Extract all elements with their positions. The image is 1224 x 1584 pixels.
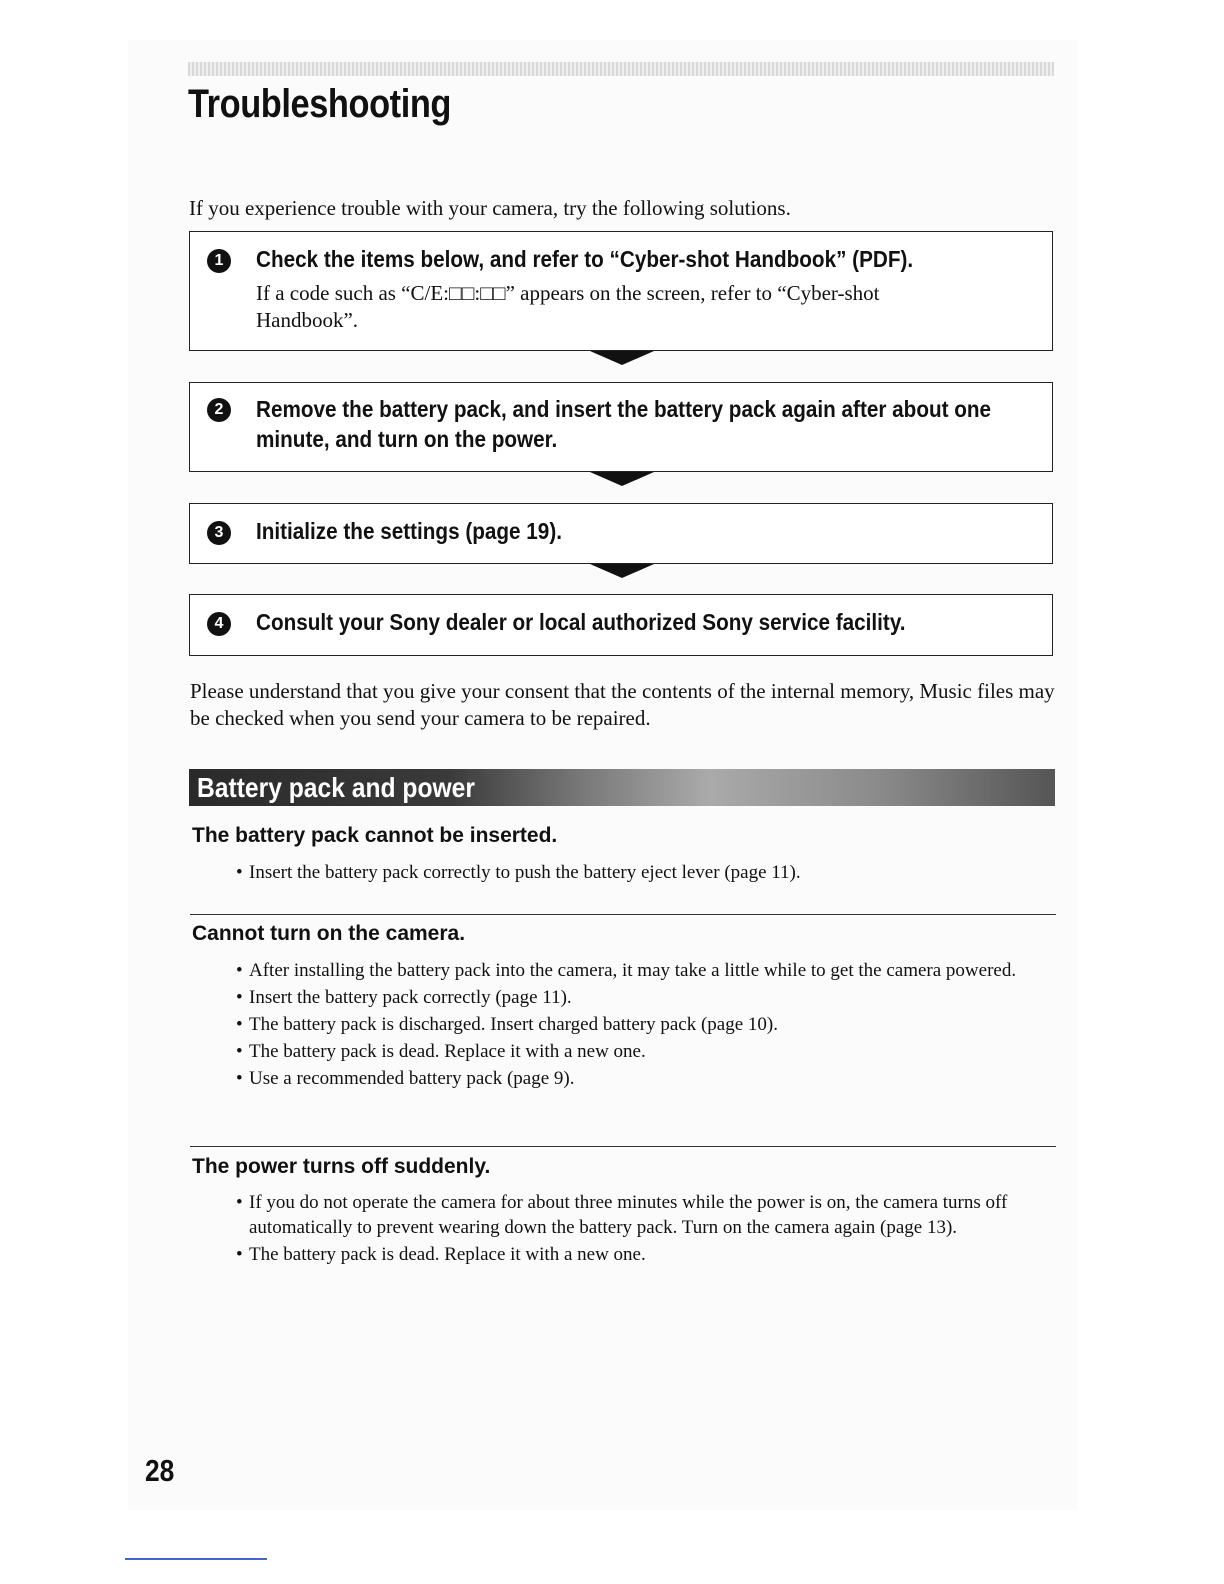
step-2-box bbox=[189, 382, 1053, 472]
solution-item: • After installing the battery pack into the camera, it may take a little while to get the camera powered. bbox=[236, 958, 1046, 983]
step-1-heading: Check the items below, and refer to “Cyber-shot Handbook” (PDF). bbox=[256, 246, 914, 272]
issue-1-title: The battery pack cannot be inserted. bbox=[192, 824, 558, 847]
step-1-body: If a code such as “C/E:□□:□□” appears on the screen, refer to “Cyber-shot Handbook”. bbox=[256, 281, 880, 332]
solution-item: • Use a recommended battery pack (page 9). bbox=[236, 1066, 1046, 1091]
issue-2-title: Cannot turn on the camera. bbox=[192, 922, 466, 945]
step-4-heading: Consult your Sony dealer or local authorized Sony service facility. bbox=[256, 609, 906, 635]
solution-item: • The battery pack is dead. Replace it with a new one. bbox=[236, 1242, 1046, 1267]
page-title: Troubleshooting bbox=[188, 82, 451, 126]
step-4-number: 4 bbox=[207, 612, 231, 636]
page-number: 28 bbox=[145, 1453, 175, 1488]
step-2-heading: Remove the battery pack, and insert the battery pack again after about one minute, and turn on the power. bbox=[256, 396, 992, 452]
issue-3-solutions bbox=[236, 1190, 1046, 1269]
divider bbox=[190, 914, 1056, 915]
intro-text: If you experience trouble with your camera, try the following solutions. bbox=[189, 196, 791, 220]
step-4-box bbox=[189, 594, 1053, 656]
step-3-box bbox=[189, 503, 1053, 564]
solution-item: • If you do not operate the camera for about three minutes while the power is on, the camera turns off automatically to prevent wearing down the battery pack. Turn on the camera again (page 13). bbox=[236, 1190, 1046, 1240]
section-title: Battery pack and power bbox=[197, 772, 475, 803]
solution-item: • Insert the battery pack correctly to push the battery eject lever (page 11). bbox=[236, 860, 1046, 885]
step-1-box bbox=[189, 231, 1053, 351]
issue-2-solutions bbox=[236, 958, 1046, 1093]
down-arrow-icon bbox=[590, 564, 654, 578]
divider bbox=[190, 1146, 1056, 1147]
step-1-number: 1 bbox=[207, 249, 231, 273]
section-header bbox=[189, 769, 1055, 806]
header-band bbox=[188, 62, 1054, 76]
solution-item: • The battery pack is discharged. Insert charged battery pack (page 10). bbox=[236, 1012, 1046, 1037]
issue-3-title: The power turns off suddenly. bbox=[192, 1155, 491, 1178]
step-2-number: 2 bbox=[207, 398, 231, 422]
consent-note: Please understand that you give your consent that the contents of the internal memory, Music files may be checked when you send your camera to be repaired. bbox=[190, 679, 1055, 730]
step-3-heading: Initialize the settings (page 19). bbox=[256, 518, 562, 544]
footer-rule bbox=[125, 1558, 267, 1560]
down-arrow-icon bbox=[590, 472, 654, 486]
step-3-number: 3 bbox=[207, 521, 231, 545]
solution-item: • Insert the battery pack correctly (page 11). bbox=[236, 985, 1046, 1010]
issue-1-solutions bbox=[236, 860, 1046, 887]
solution-item: • The battery pack is dead. Replace it with a new one. bbox=[236, 1039, 1046, 1064]
down-arrow-icon bbox=[590, 351, 654, 365]
